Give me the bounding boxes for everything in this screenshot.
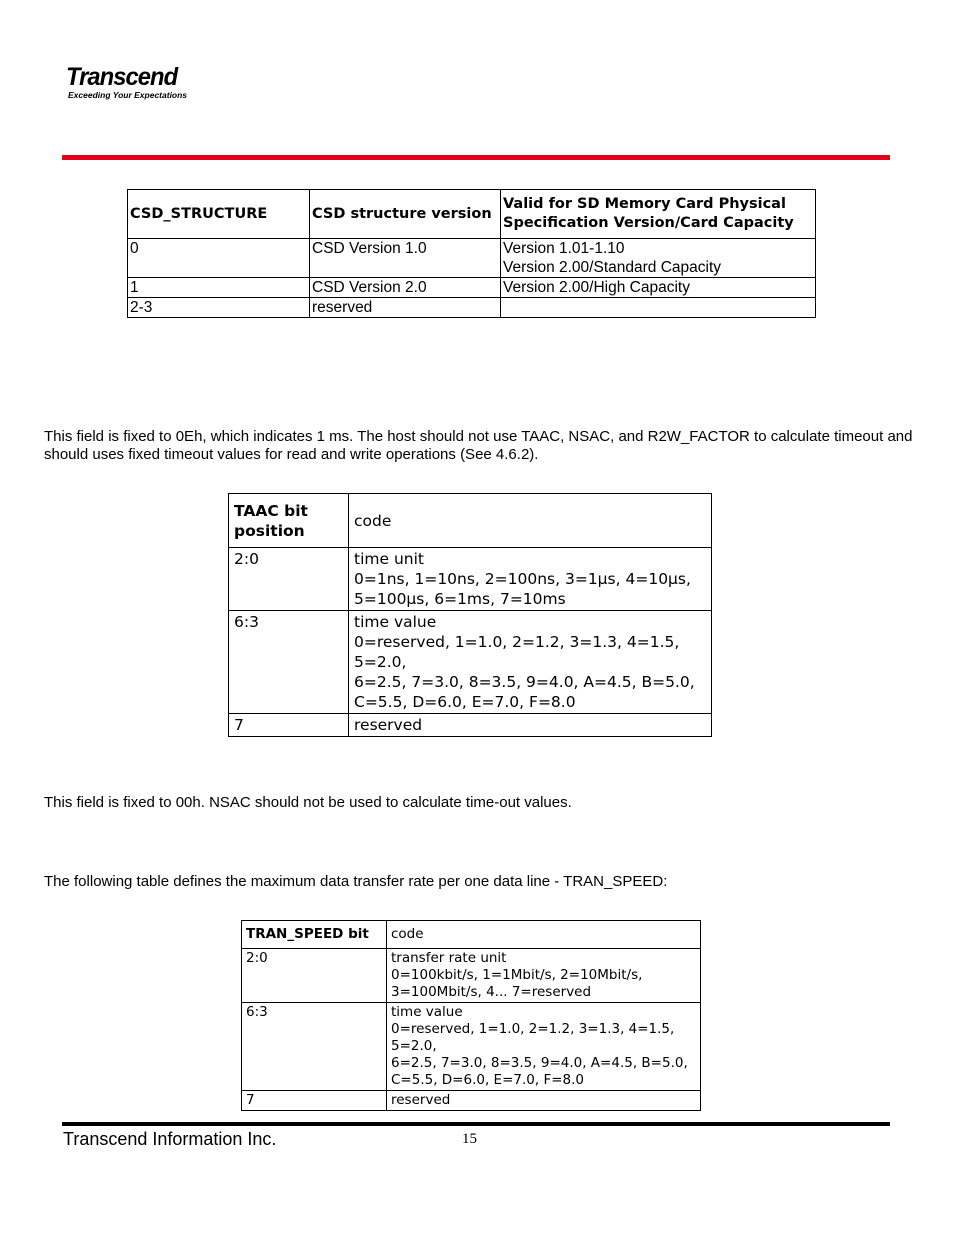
cell-line: 0=1ns, 1=10ns, 2=100ns, 3=1μs, 4=10μs, — [354, 570, 691, 588]
tran-speed-table — [241, 920, 701, 1111]
cell-line: time value — [354, 613, 437, 631]
table-cell: 0 — [128, 239, 310, 278]
header-cell: code — [349, 494, 712, 548]
table-row — [229, 714, 712, 737]
table-cell: 2:0 — [242, 949, 387, 1003]
table-cell: 6:3 — [242, 1003, 387, 1091]
table-cell: CSD Version 1.0 — [310, 239, 501, 278]
cell-line: 0=reserved, 1=1.0, 2=1.2, 3=1.3, 4=1.5, 5=2.0, — [354, 633, 680, 671]
cell-line: 6=2.5, 7=3.0, 8=3.5, 9=4.0, A=4.5, B=5.0, — [354, 673, 695, 691]
header-cell: code — [387, 921, 701, 949]
cell-line: Version 2.00/Standard Capacity — [503, 259, 721, 276]
header-cell: Valid for SD Memory Card Physical Specification Version/Card Capacity — [501, 190, 816, 239]
cell-line: C=5.5, D=6.0, E=7.0, F=8.0 — [391, 1072, 584, 1088]
table-cell: 1 — [128, 278, 310, 298]
table-cell: 7 — [229, 714, 349, 737]
cell-line: 5=100μs, 6=1ms, 7=10ms — [354, 590, 566, 608]
transcend-logo — [66, 64, 187, 100]
footer-company: Transcend Information Inc. — [63, 1129, 277, 1149]
tran-speed-description: The following table defines the maximum data transfer rate per one data line - TRAN_SPEED: — [44, 873, 668, 890]
table-cell: Version 2.00/High Capacity — [501, 278, 816, 298]
nsac-description: This field is fixed to 00h. NSAC should not be used to calculate time-out values. — [44, 794, 572, 811]
table-header-row — [242, 921, 701, 949]
logo-name: Transcend — [66, 63, 178, 91]
table-header-row — [128, 190, 816, 239]
table-row — [128, 278, 816, 298]
table-cell: 6:3 — [229, 611, 349, 714]
page-number: 15 — [462, 1131, 477, 1147]
table-row — [242, 949, 701, 1003]
cell-line: 0=reserved, 1=1.0, 2=1.2, 3=1.3, 4=1.5, 5=2.0, — [391, 1021, 675, 1054]
header-red-rule — [62, 155, 890, 160]
header-label: TAAC bit position — [234, 501, 308, 540]
cell-line: 6=2.5, 7=3.0, 8=3.5, 9=4.0, A=4.5, B=5.0, — [391, 1055, 688, 1071]
header-cell — [229, 494, 349, 548]
cell-line: Version 1.01-1.10 — [503, 240, 625, 257]
table-cell — [501, 298, 816, 318]
table-cell — [387, 949, 701, 1003]
cell-line: 0=100kbit/s, 1=1Mbit/s, 2=10Mbit/s, — [391, 967, 643, 983]
cell-line: time value — [391, 1004, 463, 1020]
header-cell: TRAN_SPEED bit — [242, 921, 387, 949]
table-cell — [387, 1003, 701, 1091]
cell-line: transfer rate unit — [391, 950, 507, 966]
taac-description: This field is fixed to 0Eh, which indicates 1 ms. The host should not use TAAC, NSAC, and R2W_FACTOR to calculate timeout and should uses fixed timeout values for read and write operations (See 4.6.2). — [44, 428, 913, 463]
table-row — [242, 1003, 701, 1091]
table-row — [128, 298, 816, 318]
table-cell: reserved — [387, 1091, 701, 1111]
table-row — [128, 239, 816, 278]
header-cell: CSD structure version — [310, 190, 501, 239]
table-cell — [501, 239, 816, 278]
taac-table — [228, 493, 712, 737]
table-header-row — [229, 494, 712, 548]
footer-rule — [62, 1122, 890, 1126]
cell-line: time unit — [354, 550, 424, 568]
table-cell: reserved — [310, 298, 501, 318]
table-row — [229, 548, 712, 611]
csd-structure-table — [127, 189, 816, 318]
table-cell: 2:0 — [229, 548, 349, 611]
cell-line: 3=100Mbit/s, 4... 7=reserved — [391, 984, 592, 1000]
table-cell — [349, 548, 712, 611]
table-row — [242, 1091, 701, 1111]
table-cell — [349, 611, 712, 714]
table-cell: CSD Version 2.0 — [310, 278, 501, 298]
cell-line: C=5.5, D=6.0, E=7.0, F=8.0 — [354, 693, 576, 711]
table-cell: reserved — [349, 714, 712, 737]
table-cell: 2-3 — [128, 298, 310, 318]
table-cell: 7 — [242, 1091, 387, 1111]
table-row — [229, 611, 712, 714]
logo-tagline: Exceeding Your Expectations — [68, 90, 188, 100]
header-cell: CSD_STRUCTURE — [128, 190, 310, 239]
